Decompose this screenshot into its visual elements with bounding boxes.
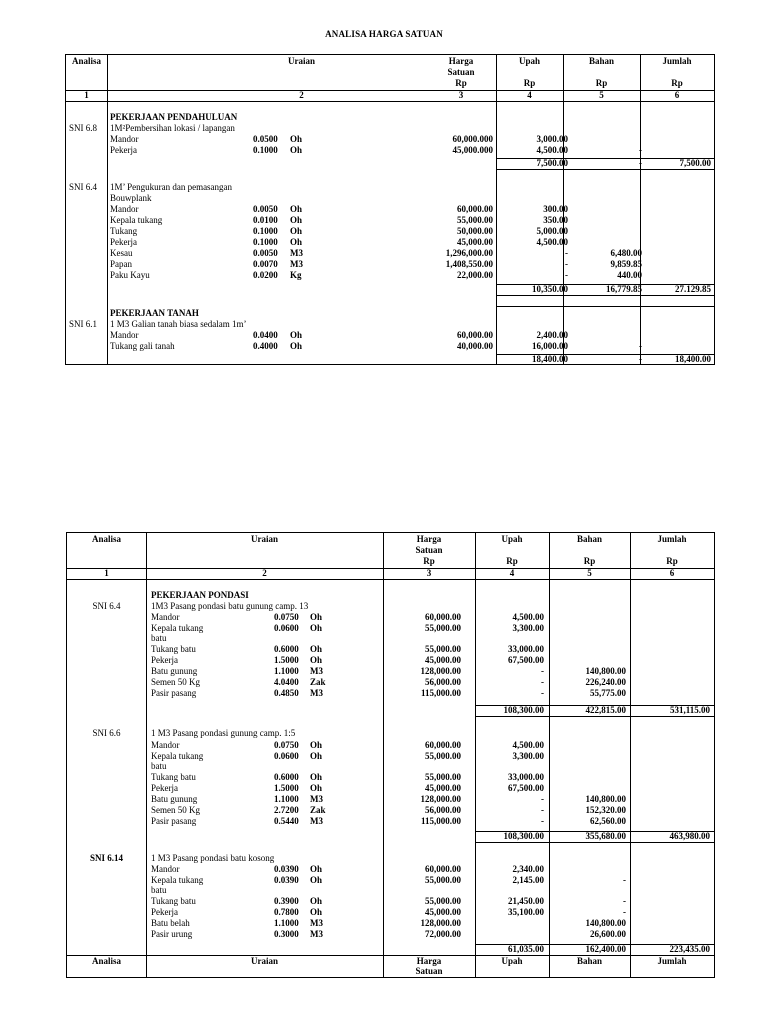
unit: Oh xyxy=(310,623,323,633)
item-title: 1M’ Pengukuran dan pemasangan xyxy=(110,182,233,192)
column-divider xyxy=(475,533,476,977)
row-divider xyxy=(475,716,714,717)
column-number: 3 xyxy=(458,90,464,100)
header-upah: Rp xyxy=(506,556,518,566)
material-cost: 26,600.00 xyxy=(590,929,626,939)
unit-price: 45,000.000 xyxy=(452,145,493,155)
column-number: 4 xyxy=(527,90,532,100)
column-number: 6 xyxy=(669,568,675,578)
row-divider xyxy=(496,306,714,307)
component-name: Tukang gali tanah xyxy=(110,341,175,351)
component-name: Tukang batu xyxy=(151,772,196,782)
total-labor: 108,300.00 xyxy=(503,705,544,715)
material-cost: 440.00 xyxy=(617,270,642,280)
column-divider xyxy=(640,55,641,364)
coefficient: 0.3000 xyxy=(274,929,299,939)
total-material: 422,815.00 xyxy=(585,705,626,715)
coefficient: 0.7800 xyxy=(274,907,299,917)
coefficient: 0.0500 xyxy=(253,134,278,144)
unit-price: 60,000.00 xyxy=(425,740,461,750)
column-number: 3 xyxy=(426,568,432,578)
coefficient: 0.0750 xyxy=(274,612,299,622)
coefficient: 0.1000 xyxy=(253,145,278,155)
coefficient: 0.0400 xyxy=(253,330,278,340)
unit-price: 60,000.00 xyxy=(457,204,493,214)
unit: Zak xyxy=(310,677,326,687)
component-name: Mandor xyxy=(110,330,139,340)
footer-bahan: Bahan xyxy=(576,956,602,966)
header-upah: Upah xyxy=(501,534,523,544)
unit-price: 50,000.00 xyxy=(457,226,493,236)
labor-cost: 300.00 xyxy=(543,204,568,214)
material-cost: 140,800.00 xyxy=(585,794,626,804)
footer-upah: Upah xyxy=(501,956,523,966)
component-name: Kepala tukang xyxy=(110,215,163,225)
material-cost: 9,859.85 xyxy=(610,259,642,269)
component-name: Pekerja xyxy=(110,145,137,155)
labor-cost: 67,500.00 xyxy=(508,783,544,793)
header-jumlah: Jumlah xyxy=(662,56,692,66)
component-name: Mandor xyxy=(110,134,139,144)
total-amount: 18,400.00 xyxy=(675,354,711,364)
coefficient: 0.0070 xyxy=(253,259,278,269)
labor-cost: - xyxy=(565,270,568,280)
material-cost: - xyxy=(639,145,642,155)
unit-price: 56,000.00 xyxy=(425,677,461,687)
header-bahan: Rp xyxy=(595,78,608,88)
component-name: batu xyxy=(151,885,167,895)
component-name: Kepala tukang xyxy=(151,875,204,885)
coefficient: 1.5000 xyxy=(274,783,299,793)
column-divider xyxy=(549,533,550,977)
unit: M3 xyxy=(310,918,323,928)
total-amount: 223,435.00 xyxy=(669,944,710,954)
total-amount: 7,500.00 xyxy=(679,158,711,168)
material-cost: - xyxy=(639,341,642,351)
component-name: Tukang batu xyxy=(151,896,196,906)
unit-price: 45,000.00 xyxy=(425,655,461,665)
total-amount: 27.129.85 xyxy=(675,284,711,294)
material-cost: 226,240.00 xyxy=(585,677,626,687)
coefficient: 0.0600 xyxy=(274,751,299,761)
analysis-table-1 xyxy=(65,54,715,365)
labor-cost: 35,100.00 xyxy=(508,907,544,917)
header-uraian: Uraian xyxy=(288,56,315,66)
coefficient: 0.4000 xyxy=(253,341,278,351)
header-uraian: Uraian xyxy=(251,534,278,544)
header-upah: Upah xyxy=(518,56,540,66)
unit: M3 xyxy=(290,259,303,269)
unit-price: 1,296,000.00 xyxy=(445,248,493,258)
material-cost: - xyxy=(623,896,626,906)
header-harga: Rp xyxy=(455,78,467,88)
unit: Oh xyxy=(310,864,323,874)
unit: Oh xyxy=(310,740,323,750)
coefficient: 1.1000 xyxy=(274,918,299,928)
component-name: Pekerja xyxy=(151,907,178,917)
labor-cost: - xyxy=(541,688,544,698)
item-title: 1 M3 Pasang pondasi batu kosong xyxy=(151,853,275,863)
coefficient: 0.0100 xyxy=(253,215,278,225)
coefficient: 0.4850 xyxy=(274,688,299,698)
item-title: 1M²Pembersihan lokasi / lapangan xyxy=(110,123,235,133)
column-divider xyxy=(630,533,631,977)
labor-cost: 4,500.00 xyxy=(536,145,568,155)
labor-cost: - xyxy=(541,816,544,826)
item-title: 1 M3 Pasang pondasi gunung camp. 1:5 xyxy=(151,728,296,738)
total-labor: 7,500.00 xyxy=(536,158,568,168)
coefficient: 0.0200 xyxy=(253,270,278,280)
unit-price: 45,000.00 xyxy=(457,237,493,247)
unit: Oh xyxy=(290,341,303,351)
component-name: Paku Kayu xyxy=(110,270,150,280)
analisa-code: SNI 6.8 xyxy=(69,123,98,133)
labor-cost: 2,145.00 xyxy=(512,875,544,885)
component-name: batu xyxy=(151,633,167,643)
component-name: Papan xyxy=(110,259,132,269)
unit: Oh xyxy=(290,226,303,236)
header-bahan: Bahan xyxy=(588,56,614,66)
header-analisa: Analisa xyxy=(71,56,101,66)
header-harga: Satuan xyxy=(415,545,443,555)
unit-price: 55,000.00 xyxy=(425,623,461,633)
unit: Oh xyxy=(310,907,323,917)
labor-cost: 3,000.00 xyxy=(536,134,568,144)
unit: Oh xyxy=(310,896,323,906)
material-cost: 152,320.00 xyxy=(585,805,626,815)
labor-cost: - xyxy=(541,677,544,687)
unit-price: 60,000.00 xyxy=(425,864,461,874)
unit-price: 45,000.00 xyxy=(425,907,461,917)
labor-cost: - xyxy=(565,259,568,269)
material-cost: 140,800.00 xyxy=(585,666,626,676)
header-harga: Harga xyxy=(416,534,442,544)
labor-cost: 3,300.00 xyxy=(512,751,544,761)
coefficient: 0.0750 xyxy=(274,740,299,750)
component-name: Kepala tukang xyxy=(151,623,204,633)
unit-price: 128,000.00 xyxy=(420,794,461,804)
component-name: Pasir pasang xyxy=(151,816,197,826)
unit: Oh xyxy=(290,215,303,225)
unit-price: 55,000.00 xyxy=(425,751,461,761)
total-amount: 463,980.00 xyxy=(669,831,710,841)
column-number: 1 xyxy=(104,568,109,578)
column-number: 2 xyxy=(299,90,304,100)
column-number: 5 xyxy=(599,90,604,100)
coefficient: 2.7200 xyxy=(274,805,299,815)
footer-harga: Satuan xyxy=(415,966,443,976)
component-name: Pekerja xyxy=(110,237,137,247)
coefficient: 0.5440 xyxy=(274,816,299,826)
analisa-code: SNI 6.4 xyxy=(69,182,98,192)
component-name: Tukang xyxy=(110,226,138,236)
header-upah: Rp xyxy=(523,78,536,88)
column-divider xyxy=(146,533,147,977)
column-divider xyxy=(383,533,384,977)
unit: Oh xyxy=(310,772,323,782)
row-divider xyxy=(496,169,714,170)
labor-cost: 4,500.00 xyxy=(512,612,544,622)
analisa-code: SNI 6.1 xyxy=(69,319,98,329)
unit: M3 xyxy=(310,688,323,698)
unit: Oh xyxy=(290,134,303,144)
component-name: Pasir pasang xyxy=(151,688,197,698)
section-heading: PEKERJAAN PONDASI xyxy=(151,590,249,600)
component-name: Kesau xyxy=(110,248,133,258)
component-name: Semen 50 Kg xyxy=(151,677,200,687)
coefficient: 0.3900 xyxy=(274,896,299,906)
unit-price: 55,000.00 xyxy=(425,896,461,906)
component-name: Pekerja xyxy=(151,783,178,793)
item-title: Bouwplank xyxy=(110,193,152,203)
unit: Oh xyxy=(310,875,323,885)
component-name: Mandor xyxy=(151,864,180,874)
component-name: Batu belah xyxy=(151,918,190,928)
material-cost: 55,775.00 xyxy=(590,688,626,698)
component-name: Kepala tukang xyxy=(151,751,204,761)
unit-price: 22,000.00 xyxy=(457,270,493,280)
material-cost: 140,800.00 xyxy=(585,918,626,928)
footer-uraian: Uraian xyxy=(251,956,278,966)
component-name: Mandor xyxy=(151,612,180,622)
unit-price: 55,000.00 xyxy=(425,772,461,782)
component-name: Batu gunung xyxy=(151,666,198,676)
material-cost: - xyxy=(623,875,626,885)
component-name: Mandor xyxy=(151,740,180,750)
unit: Oh xyxy=(290,330,303,340)
footer-analisa: Analisa xyxy=(91,956,121,966)
header-harga: Harga xyxy=(448,56,474,66)
coefficient: 1.1000 xyxy=(274,666,299,676)
footer-jumlah: Jumlah xyxy=(657,956,687,966)
total-material: - xyxy=(639,354,642,364)
total-material: 16,779.85 xyxy=(606,284,642,294)
unit-price: 55,000.00 xyxy=(425,875,461,885)
row-divider xyxy=(496,295,714,296)
component-name: Pekerja xyxy=(151,655,178,665)
coefficient: 0.6000 xyxy=(274,644,299,654)
labor-cost: 2,340.00 xyxy=(512,864,544,874)
column-number: 4 xyxy=(509,568,515,578)
labor-cost: - xyxy=(565,248,568,258)
unit: M3 xyxy=(290,248,303,258)
unit-price: 115,000.00 xyxy=(420,688,461,698)
unit: Oh xyxy=(310,751,323,761)
unit-price: 60,000.000 xyxy=(452,134,493,144)
header-bahan: Bahan xyxy=(576,534,602,544)
unit-price: 128,000.00 xyxy=(420,666,461,676)
coefficient: 0.0390 xyxy=(274,875,299,885)
section-heading: PEKERJAAN PENDAHULUAN xyxy=(110,112,238,122)
labor-cost: 33,000.00 xyxy=(508,772,544,782)
unit: Kg xyxy=(290,270,302,280)
total-labor: 61,035.00 xyxy=(508,944,544,954)
component-name: batu xyxy=(151,761,167,771)
header-jumlah: Jumlah xyxy=(657,534,687,544)
analisa-code: SNI 6.4 xyxy=(92,601,121,611)
total-labor: 18,400.00 xyxy=(532,354,568,364)
coefficient: 1.5000 xyxy=(274,655,299,665)
unit-price: 56,000.00 xyxy=(425,805,461,815)
analysis-table-2 xyxy=(66,532,715,978)
coefficient: 0.0050 xyxy=(253,204,278,214)
component-name: Tukang batu xyxy=(151,644,196,654)
item-title: 1M3 Pasang pondasi batu gunung camp. 13 xyxy=(151,601,309,611)
row-divider xyxy=(67,579,714,580)
unit-price: 115,000.00 xyxy=(420,816,461,826)
unit-price: 40,000.00 xyxy=(457,341,493,351)
header-analisa: Analisa xyxy=(91,534,121,544)
header-harga: Rp xyxy=(423,556,435,566)
unit: M3 xyxy=(310,816,323,826)
unit: M3 xyxy=(310,929,323,939)
unit: Oh xyxy=(310,612,323,622)
material-cost: - xyxy=(623,907,626,917)
labor-cost: 4,500.00 xyxy=(536,237,568,247)
item-title: 1 M3 Galian tanah biasa sedalam 1m’ xyxy=(110,319,247,329)
labor-cost: 67,500.00 xyxy=(508,655,544,665)
material-cost: 62,560.00 xyxy=(590,816,626,826)
unit: M3 xyxy=(310,666,323,676)
unit-price: 55,000.00 xyxy=(425,644,461,654)
analisa-code: SNI 6.6 xyxy=(92,728,121,738)
column-number: 6 xyxy=(674,90,680,100)
coefficient: 1.1000 xyxy=(274,794,299,804)
total-labor: 10,350.00 xyxy=(532,284,568,294)
coefficient: 0.0390 xyxy=(274,864,299,874)
header-bahan: Rp xyxy=(583,556,596,566)
labor-cost: 4,500.00 xyxy=(512,740,544,750)
unit: M3 xyxy=(310,794,323,804)
unit: Oh xyxy=(290,145,303,155)
unit: Zak xyxy=(310,805,326,815)
row-divider xyxy=(475,842,714,843)
row-divider xyxy=(66,101,714,102)
coefficient: 0.1000 xyxy=(253,237,278,247)
labor-cost: 5,000.00 xyxy=(536,226,568,236)
total-labor: 108,300.00 xyxy=(503,831,544,841)
total-material: 162,400.00 xyxy=(585,944,626,954)
labor-cost: 16,000.00 xyxy=(532,341,568,351)
coefficient: 0.6000 xyxy=(274,772,299,782)
material-cost: 6,480.00 xyxy=(610,248,642,258)
labor-cost: - xyxy=(541,794,544,804)
component-name: Mandor xyxy=(110,204,139,214)
unit-price: 45,000.00 xyxy=(425,783,461,793)
unit: Oh xyxy=(290,204,303,214)
total-amount: 531,115.00 xyxy=(669,705,710,715)
coefficient: 0.0600 xyxy=(274,623,299,633)
labor-cost: - xyxy=(541,666,544,676)
page-title: ANALISA HARGA SATUAN xyxy=(325,29,443,39)
analisa-code: SNI 6.14 xyxy=(89,853,123,863)
column-number: 5 xyxy=(587,568,592,578)
component-name: Batu gunung xyxy=(151,794,198,804)
section-heading: PEKERJAAN TANAH xyxy=(110,308,199,318)
footer-harga: Harga xyxy=(416,956,442,966)
labor-cost: 3,300.00 xyxy=(512,623,544,633)
labor-cost: 21,450.00 xyxy=(508,896,544,906)
unit: Oh xyxy=(310,655,323,665)
unit: Oh xyxy=(310,783,323,793)
header-jumlah: Rp xyxy=(671,78,683,88)
unit-price: 60,000.00 xyxy=(457,330,493,340)
coefficient: 0.1000 xyxy=(253,226,278,236)
component-name: Pasir urung xyxy=(151,929,193,939)
total-material: 355,680.00 xyxy=(585,831,626,841)
unit: Oh xyxy=(310,644,323,654)
total-material: - xyxy=(639,158,642,168)
component-name: Semen 50 Kg xyxy=(151,805,200,815)
column-number: 1 xyxy=(84,90,89,100)
labor-cost: 350.00 xyxy=(543,215,568,225)
labor-cost: 2,400.00 xyxy=(536,330,568,340)
unit-price: 128,000.00 xyxy=(420,918,461,928)
column-number: 2 xyxy=(262,568,267,578)
unit-price: 55,000.00 xyxy=(457,215,493,225)
coefficient: 0.0050 xyxy=(253,248,278,258)
unit-price: 60,000.00 xyxy=(425,612,461,622)
unit-price: 72,000.00 xyxy=(425,929,461,939)
unit: Oh xyxy=(290,237,303,247)
coefficient: 4.0400 xyxy=(274,677,299,687)
header-harga: Satuan xyxy=(447,67,475,77)
labor-cost: - xyxy=(541,805,544,815)
labor-cost: 33,000.00 xyxy=(508,644,544,654)
unit-price: 1,408,550.00 xyxy=(445,259,493,269)
header-jumlah: Rp xyxy=(666,556,678,566)
